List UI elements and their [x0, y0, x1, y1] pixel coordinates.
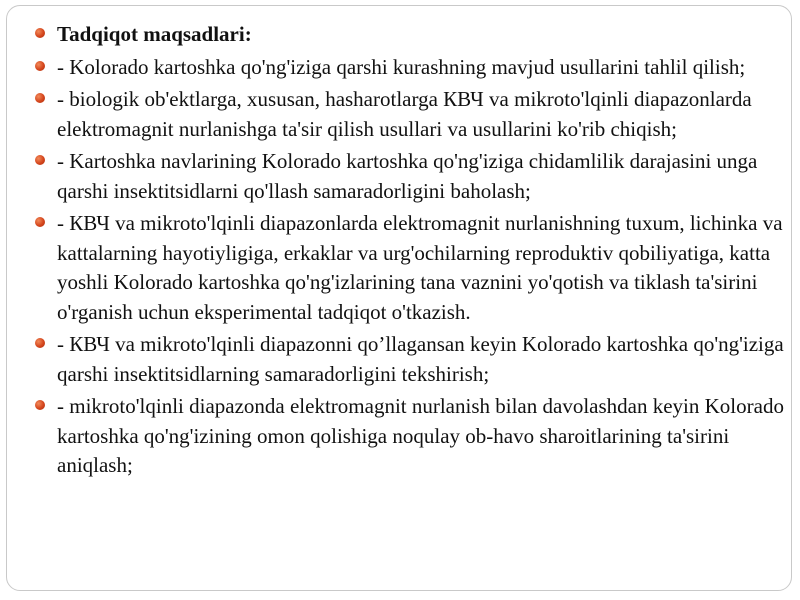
bullet-text: - mikroto'lqinli diapazonda elektromagnit nurlanish bilan davolashdan keyin Kolorado kartoshka qo'ng'izining omon qolishiga noqulay ob-havo sharoitlarining ta'sirini aniqlash;: [57, 394, 784, 477]
slide-frame: [6, 5, 792, 591]
slide-title-item: [31, 20, 791, 50]
bullet-dot-icon: [35, 217, 45, 227]
bullet-dot-icon: [35, 400, 45, 410]
slide-title: Tadqiqot maqsadlari:: [57, 22, 252, 46]
bullet-dot-icon: [35, 28, 45, 38]
bullet-dot-icon: [35, 338, 45, 348]
bullet-text: - Kolorado kartoshka qo'ng'iziga qarshi kurashning mavjud usullarini tahlil qilish;: [57, 54, 746, 79]
bullet-text: - КВЧ va mikroto'lqinli diapazonni qo’llagansan keyin Kolorado kartoshka qo'ng'iziga qarshi insektitsidlarning samaradorligini tekshirish;: [57, 332, 784, 386]
bullet-text: - biologik ob'ektlarga, xususan, hasharotlarga КВЧ va mikroto'lqinli diapazonlarda elektromagnit nurlanishga ta'sir qilish usullari va usullarini ko'rib chiqish;: [57, 87, 752, 141]
bullet-dot-icon: [35, 155, 45, 165]
bullet-list: [31, 20, 791, 484]
bullet-item: [31, 209, 791, 327]
bullet-text: - Kartoshka navlarining Kolorado kartoshka qo'ng'iziga chidamlilik darajasini unga qarshi insektitsidlarni qo'llash samaradorligini baholash;: [57, 149, 758, 203]
bullet-item: [31, 392, 791, 481]
bullet-item: [31, 53, 791, 83]
bullet-dot-icon: [35, 93, 45, 103]
bullet-item: [31, 85, 791, 144]
bullet-item: [31, 330, 791, 389]
bullet-item: [31, 147, 791, 206]
bullet-text: - КВЧ va mikroto'lqinli diapazonlarda elektromagnit nurlanishning tuxum, lichinka va kattalarning hayotiyligiga, erkaklar va urg'ochilarning reproduktiv qobiliyatiga, katta yoshli Kolorado kartoshka qo'ng'izlarining tana vaznini yo'qotish va tiklash ta'sirini o'rganish uchun eksperimental tadqiqot o'tkazish.: [57, 211, 783, 324]
bullet-dot-icon: [35, 61, 45, 71]
